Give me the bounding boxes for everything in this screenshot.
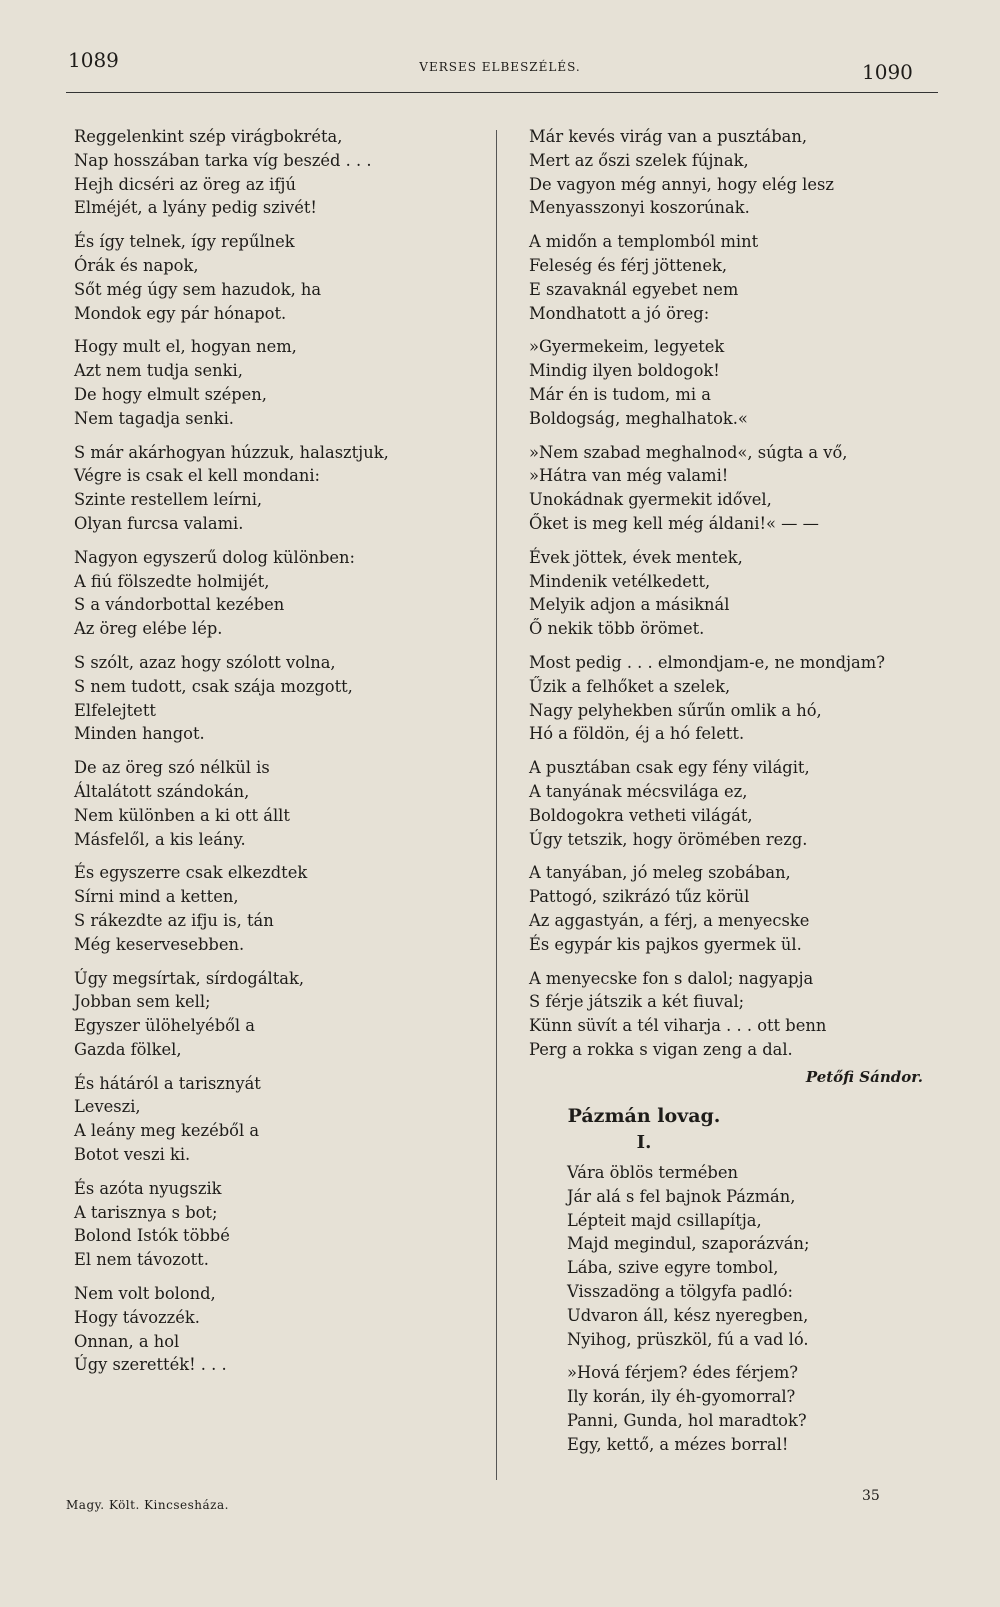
verse-line: »Hová férjem? édes férjem? xyxy=(567,1363,799,1383)
verse-line: E szavaknál egyebet nem xyxy=(529,279,739,299)
verse-line: Egyszer ülöhelyéből a xyxy=(74,1016,256,1036)
header-rule xyxy=(66,92,938,93)
verse-line: Lépteit majd csillapítja, xyxy=(567,1210,762,1230)
verse-line: Künn süvít a tél viharja . . . ott benn xyxy=(529,1016,827,1036)
verse-line: Végre is csak el kell mondani: xyxy=(74,466,321,486)
stanza xyxy=(567,1161,949,1351)
verse-line: S rákezdte az ifju is, tán xyxy=(74,910,274,930)
stanza xyxy=(74,651,484,746)
verse-line: Évek jöttek, évek mentek, xyxy=(529,547,743,567)
right-column xyxy=(529,125,949,1467)
stanza xyxy=(74,1177,484,1272)
verse-line: Elfelejtett xyxy=(74,700,156,720)
stanza xyxy=(529,125,949,220)
verse-line: Hó a földön, éj a hó felett. xyxy=(529,724,745,744)
verse-line: Már kevés virág van a pusztában, xyxy=(529,127,808,146)
stanza xyxy=(74,861,484,956)
verse-line: Majd megindul, szaporázván; xyxy=(567,1234,810,1254)
verse-line: Reggelenkint szép virágbokréta, xyxy=(74,127,343,146)
verse-line: Feleség és férj jöttenek, xyxy=(529,255,728,275)
verse-line: És így telnek, így repűlnek xyxy=(74,232,295,252)
verse-line: El nem távozott. xyxy=(74,1250,209,1270)
verse-line: És hátáról a tarisznyát xyxy=(74,1073,261,1093)
verse-line: A fiú fölszedte holmijét, xyxy=(74,571,270,591)
stanza xyxy=(74,1072,484,1167)
verse-line: Minden hangot. xyxy=(74,724,205,744)
poem-title: Pázmán lovag. xyxy=(567,1105,721,1128)
verse-line: Már én is tudom, mi a xyxy=(529,384,711,404)
verse-line: Unokádnak gyermekit idővel, xyxy=(529,490,772,510)
verse-line: A menyecske fon s dalol; nagyapja xyxy=(529,968,814,988)
verse-line: Boldogság, meghalhatok.« xyxy=(529,408,748,428)
stanza xyxy=(567,1361,949,1456)
verse-line: Hogy mult el, hogyan nem, xyxy=(74,337,297,357)
stanza xyxy=(74,230,484,325)
verse-line: Az aggastyán, a férj, a menyecske xyxy=(529,910,810,930)
verse-line: Még keservesebben. xyxy=(74,934,245,954)
stanza xyxy=(529,441,949,536)
stanza xyxy=(529,756,949,851)
verse-line: Gazda fölkel, xyxy=(74,1039,182,1059)
stanza xyxy=(529,335,949,430)
verse-line: Úgy szerették! . . . xyxy=(74,1355,227,1375)
verse-line: De az öreg szó nélkül is xyxy=(74,758,270,778)
verse-line: A leány meg kezéből a xyxy=(74,1121,260,1141)
verse-line: S szólt, azaz hogy szólott volna, xyxy=(74,652,336,672)
verse-line: Hejh dicséri az öreg az ifjú xyxy=(74,174,296,194)
verse-line: Másfelől, a kis leány. xyxy=(74,829,246,849)
verse-line: Visszadöng a tölgyfa padló: xyxy=(567,1282,793,1302)
verse-line: Melyik adjon a másiknál xyxy=(529,595,730,615)
verse-line: S a vándorbottal kezében xyxy=(74,595,285,615)
verse-line: És egyszerre csak elkezdtek xyxy=(74,863,308,883)
author-signature: Petőfi Sándor. xyxy=(805,1067,923,1086)
verse-line: Sírni mind a ketten, xyxy=(74,887,239,907)
stanza xyxy=(74,441,484,536)
verse-line: S már akárhogyan húzzuk, halasztjuk, xyxy=(74,442,389,462)
verse-line: Nagyon egyszerű dolog különben: xyxy=(74,547,356,567)
column-divider xyxy=(496,130,497,1480)
verse-line: Úgy megsírtak, sírdogáltak, xyxy=(74,968,305,988)
stanza xyxy=(74,125,484,220)
verse-line: Perg a rokka s vigan zeng a dal. xyxy=(529,1039,793,1059)
verse-line: Vára öblös termében xyxy=(567,1163,738,1183)
verse-line: De vagyon még annyi, hogy elég lesz xyxy=(529,174,834,194)
right-column-stanzas xyxy=(529,125,949,1062)
page-number-right: 1090 xyxy=(862,60,913,84)
poem-part-number: I. xyxy=(636,1132,652,1154)
page-header xyxy=(0,0,1000,100)
verse-line: Panni, Gunda, hol maradtok? xyxy=(567,1411,807,1431)
verse-line: Mindig ilyen boldogok! xyxy=(529,361,720,381)
page-number-left: 1089 xyxy=(68,48,119,72)
stanza xyxy=(74,756,484,851)
verse-line: Most pedig . . . elmondjam-e, ne mondjam? xyxy=(529,652,885,672)
verse-line: »Nem szabad meghalnod«, súgta a vő, xyxy=(529,442,848,462)
verse-line: Leveszi, xyxy=(74,1097,141,1117)
footer-signature-mark: 35 xyxy=(862,1488,880,1504)
verse-line: »Hátra van még valami! xyxy=(529,466,729,486)
verse-line: A tanyának mécsvilága ez, xyxy=(529,781,748,801)
verse-line: Lába, szive egyre tombol, xyxy=(567,1258,779,1278)
verse-line: De hogy elmult szépen, xyxy=(74,384,267,404)
verse-line: Menyasszonyi koszorúnak. xyxy=(529,198,750,218)
verse-line: Nem tagadja senki. xyxy=(74,408,234,428)
poem2-stanzas xyxy=(529,1161,949,1457)
verse-line: Botot veszi ki. xyxy=(74,1145,191,1165)
verse-line: Hogy távozzék. xyxy=(74,1307,200,1327)
stanza xyxy=(74,546,484,641)
verse-line: Órák és napok, xyxy=(74,255,199,275)
verse-line: Ily korán, ily éh-gyomorral? xyxy=(567,1387,796,1407)
verse-line: Mondok egy pár hónapot. xyxy=(74,303,287,323)
verse-line: Mondhatott a jó öreg: xyxy=(529,303,710,323)
verse-line: Őket is meg kell még áldani!« — — xyxy=(529,513,819,533)
verse-line: S nem tudott, csak szája mozgott, xyxy=(74,676,353,696)
verse-line: Az öreg elébe lép. xyxy=(74,619,223,639)
verse-line: Pattogó, szikrázó tűz körül xyxy=(529,887,750,907)
verse-line: Bolond Istók többé xyxy=(74,1226,230,1246)
verse-line: »Gyermekeim, legyetek xyxy=(529,337,725,357)
verse-line: A tarisznya s bot; xyxy=(74,1202,218,1222)
running-title: VERSES ELBESZÉLÉS. xyxy=(419,60,581,74)
verse-line: Sőt még úgy sem hazudok, ha xyxy=(74,279,322,299)
verse-line: S férje játszik a két fiuval; xyxy=(529,992,745,1012)
stanza xyxy=(529,967,949,1062)
verse-line: Általátott szándokán, xyxy=(74,781,250,801)
stanza xyxy=(529,651,949,746)
verse-line: Úgy tetszik, hogy örömében rezg. xyxy=(529,829,808,849)
verse-line: Nem volt bolond, xyxy=(74,1284,216,1304)
stanza xyxy=(74,335,484,430)
footer-source: Magy. Költ. Kincsesháza. xyxy=(66,1498,229,1512)
verse-line: Egy, kettő, a mézes borral! xyxy=(567,1434,789,1454)
verse-line: Szinte restellem leírni, xyxy=(74,490,263,510)
stanza xyxy=(529,546,949,641)
verse-line: Azt nem tudja senki, xyxy=(74,361,243,381)
stanza xyxy=(529,230,949,325)
left-column xyxy=(74,125,484,1387)
verse-line: Olyan furcsa valami. xyxy=(74,513,244,533)
stanza xyxy=(74,967,484,1062)
verse-line: Nap hosszában tarka víg beszéd . . . xyxy=(74,150,372,170)
verse-line: A tanyában, jó meleg szobában, xyxy=(529,863,791,883)
verse-line: És azóta nyugszik xyxy=(74,1178,222,1198)
verse-line: És egypár kis pajkos gyermek ül. xyxy=(529,934,802,954)
verse-line: Jobban sem kell; xyxy=(74,992,211,1012)
verse-line: Nyihog, prüszköl, fú a vad ló. xyxy=(567,1329,809,1349)
verse-line: Boldogokra vetheti világát, xyxy=(529,805,753,825)
verse-line: Elméjét, a lyány pedig szivét! xyxy=(74,198,317,218)
verse-line: Nagy pelyhekben sűrűn omlik a hó, xyxy=(529,700,822,720)
verse-line: A pusztában csak egy fény világit, xyxy=(529,758,810,778)
verse-line: Űzik a felhőket a szelek, xyxy=(529,676,731,696)
verse-line: Nem különben a ki ott állt xyxy=(74,805,290,825)
verse-line: Jár alá s fel bajnok Pázmán, xyxy=(567,1186,796,1206)
stanza xyxy=(529,861,949,956)
verse-line: A midőn a templomból mint xyxy=(529,232,759,252)
stanza xyxy=(74,1282,484,1377)
verse-line: Onnan, a hol xyxy=(74,1331,180,1351)
verse-line: Mindenik vetélkedett, xyxy=(529,571,711,591)
verse-line: Udvaron áll, kész nyeregben, xyxy=(567,1305,809,1325)
verse-line: Ő nekik több örömet. xyxy=(529,619,705,639)
verse-line: Mert az őszi szelek fújnak, xyxy=(529,150,749,170)
